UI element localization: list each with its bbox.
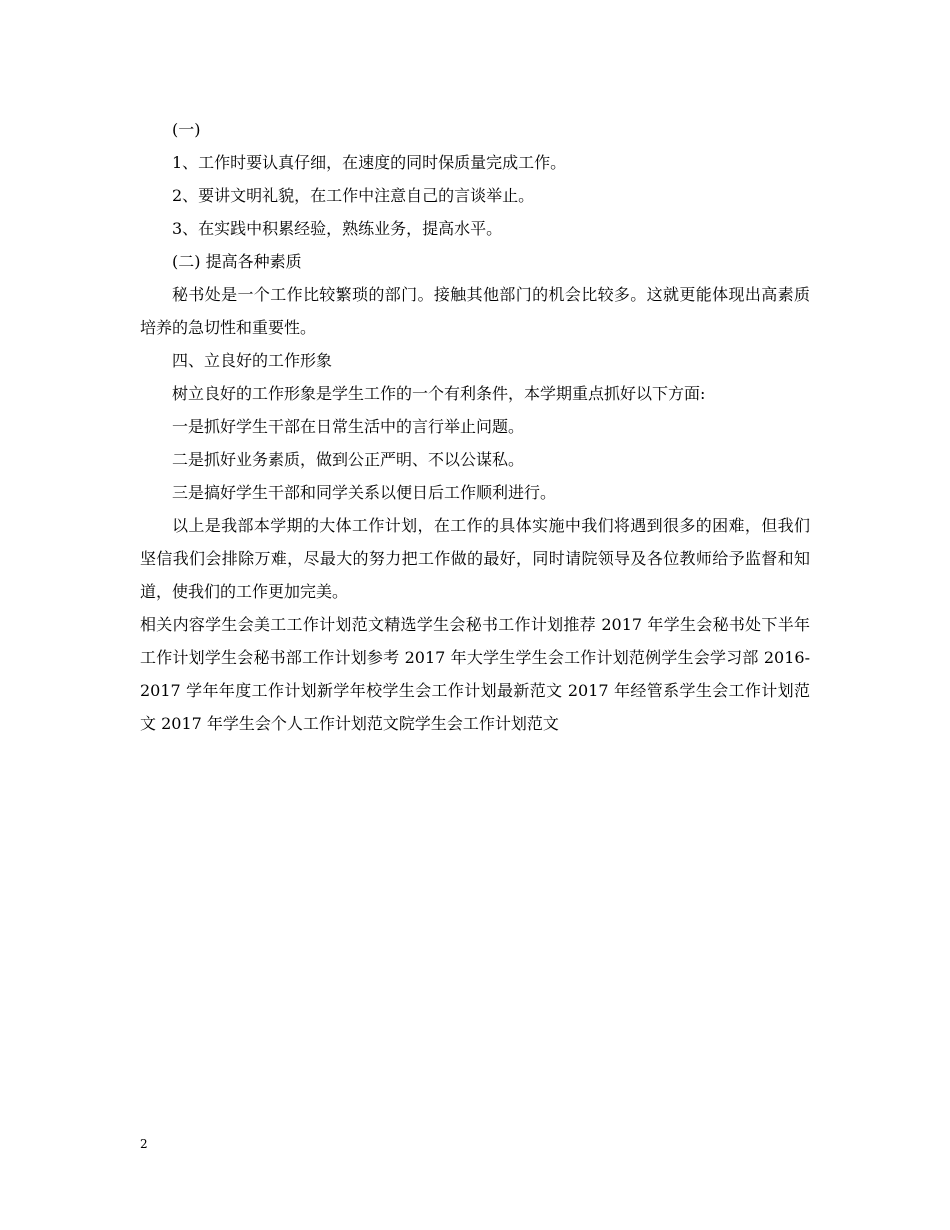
section-heading-one: (一) [172, 120, 201, 139]
list-item-2: 2、要讲文明礼貌，在工作中注意自己的言谈举止。 [172, 186, 535, 205]
paragraph-image-intro: 树立良好的工作形象是学生工作的一个有利条件，本学期重点抓好以下方面: [172, 384, 706, 403]
document-body [140, 113, 810, 740]
page-number: 2 [140, 1137, 148, 1151]
paragraph-secretariat: 秘书处是一个工作比较繁琐的部门。接触其他部门的机会比较多。这就更能体现出高素质培养的急切性和重要性。 [140, 285, 810, 337]
section-heading-four: 四、立良好的工作形象 [172, 351, 333, 370]
point-three: 三是搞好学生干部和同学关系以便日后工作顺利进行。 [172, 483, 557, 502]
section-heading-two: (二) 提高各种素质 [172, 252, 302, 271]
list-item-1: 1、工作时要认真仔细，在速度的同时保质量完成工作。 [172, 153, 567, 172]
related-content: 相关内容学生会美工工作计划范文精选学生会秘书工作计划推荐 2017 年学生会秘书处下半年工作计划学生会秘书部工作计划参考 2017 年大学生学生会工作计划范例学生会学习部 2016-2017 学年年度工作计划新学年校学生会工作计划最新范文 2017 年经管系学生会工作计划范文 2017 年学生会个人工作计划范文院学生会工作计划范文 [140, 615, 810, 733]
paragraph-conclusion: 以上是我部本学期的大体工作计划，在工作的具体实施中我们将遇到很多的困难，但我们坚信我们会排除万难，尽最大的努力把工作做的最好，同时请院领导及各位教师给予监督和知道，使我们的工作更加完美。 [140, 516, 810, 601]
list-item-3: 3、在实践中积累经验，熟练业务，提高水平。 [172, 219, 503, 238]
point-one: 一是抓好学生干部在日常生活中的言行举止问题。 [172, 417, 525, 436]
point-two: 二是抓好业务素质，做到公正严明、不以公谋私。 [172, 450, 525, 469]
